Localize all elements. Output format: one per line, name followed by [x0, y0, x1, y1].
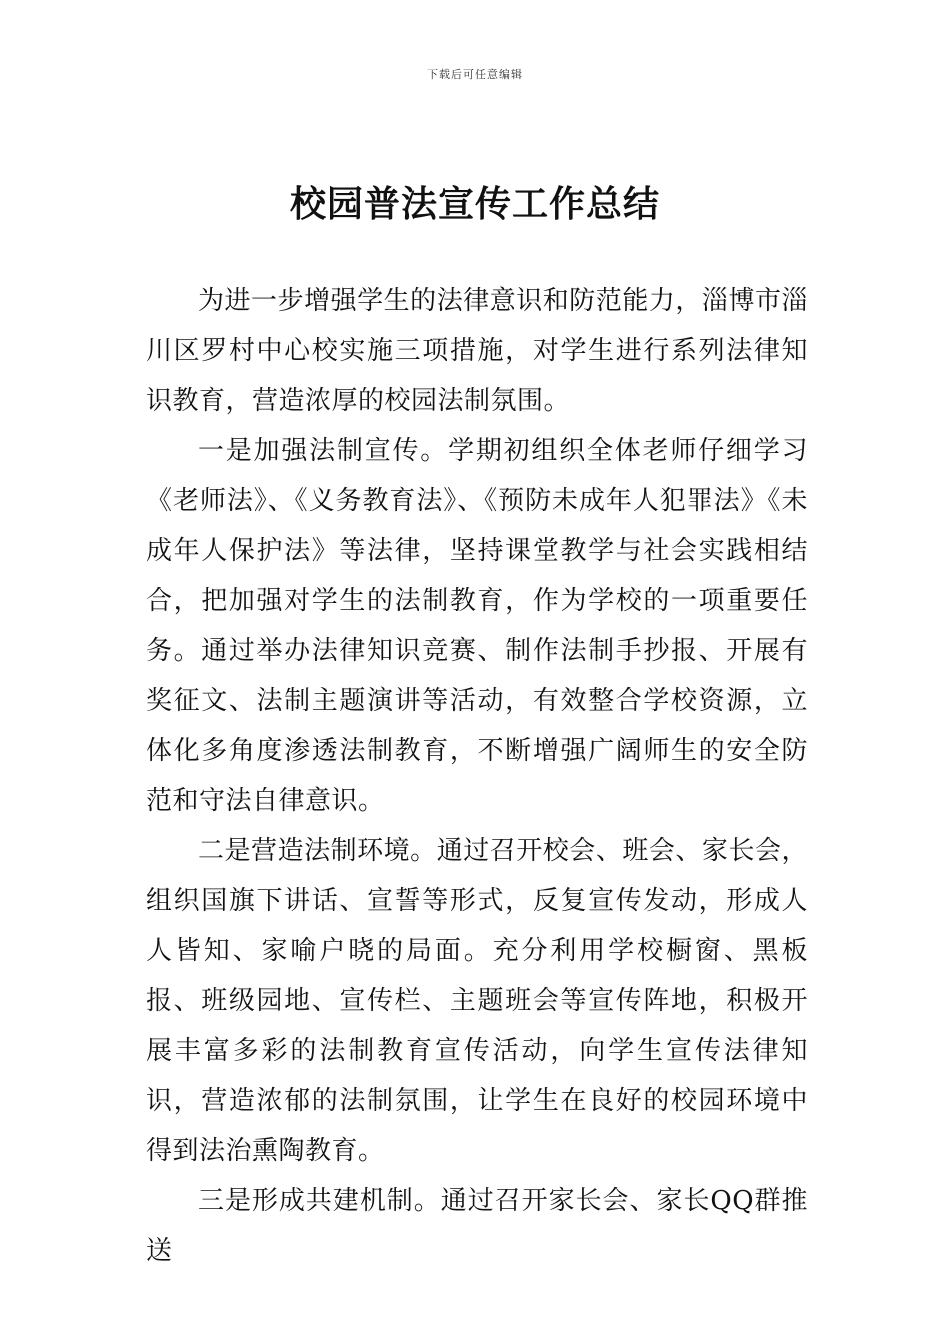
header-note: 下载后可任意编辑 — [427, 68, 523, 81]
paragraph-measure-three: 三是形成共建机制。通过召开家长会、家长QQ群推送 — [146, 1186, 808, 1266]
paragraph-measure-one: 一是加强法制宣传。学期初组织全体老师仔细学习《老师法》、《义务教育法》、《预防未成年人犯罪法》《未成年人保护法》等法律，坚持课堂教学与社会实践相结合，把加强对学生的法制教育，作为学校的一项重要任务。通过举办法律知识竞赛、制作法制手抄报、开展有奖征文、法制主题演讲等活动，有效整合学校资源，立体化多角度渗透法制教育，不断增强广阔师生的安全防范和守法自律意识。 — [146, 436, 808, 816]
paragraph-measure-two: 二是营造法制环境。通过召开校会、班会、家长会，组织国旗下讲话、宣誓等形式，反复宣传发动，形成人人皆知、家喻户晓的局面。充分利用学校橱窗、黑板报、班级园地、宣传栏、主题班会等宣传阵地，积极开展丰富多彩的法制教育宣传活动，向学生宣传法律知识，营造浓郁的法制氛围，让学生在良好的校园环境中得到法治熏陶教育。 — [146, 836, 808, 1166]
document-title: 校园普法宣传工作总结 — [289, 184, 660, 225]
document-body — [146, 276, 808, 1276]
paragraph-intro: 为进一步增强学生的法律意识和防范能力，淄博市淄川区罗村中心校实施三项措施，对学生进行系列法律知识教育，营造浓厚的校园法制氛围。 — [146, 286, 808, 416]
